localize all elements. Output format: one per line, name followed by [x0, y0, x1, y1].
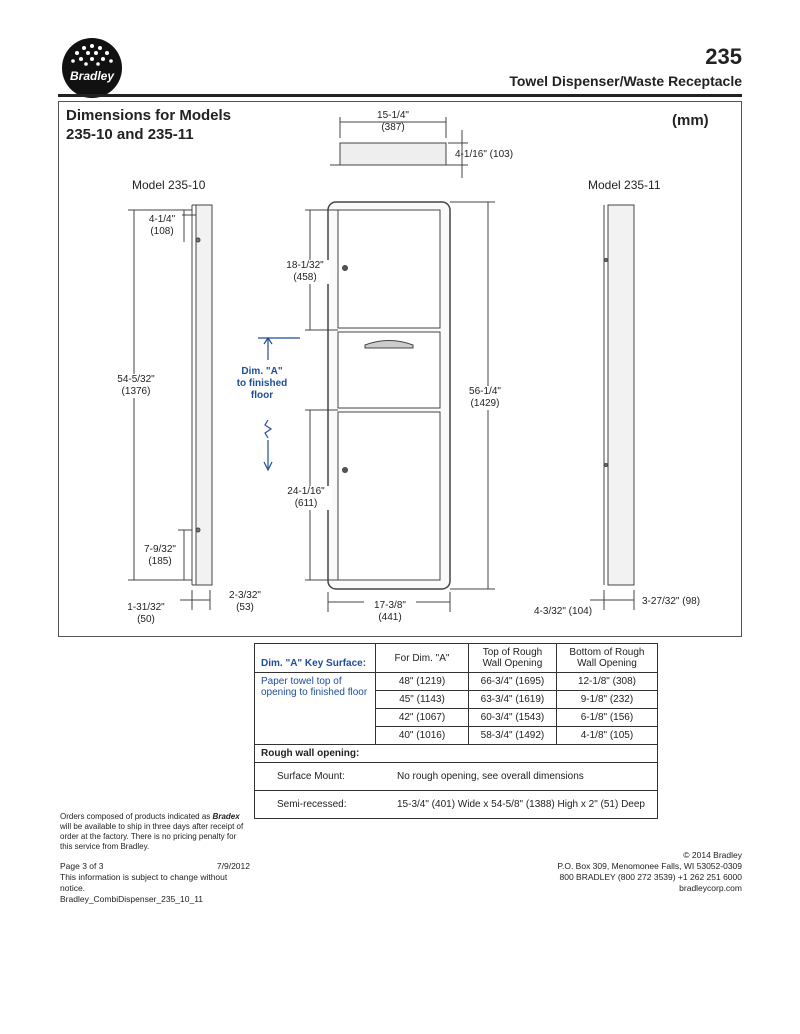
right-flange-label: 3-27/32" (98) — [642, 596, 701, 607]
table-header-row — [255, 644, 658, 673]
footer-left: Page 3 of 3 7/9/2012 This information is subject to change without notice. Bradley_CombiDispenser_235_10_11 — [60, 861, 250, 904]
lower-door — [338, 412, 440, 580]
top-view-body — [340, 143, 446, 165]
dimensions-models: 235-10 and 235-11 — [66, 126, 194, 143]
surface-mount-row: Surface Mount: No rough opening, see overall dimensions — [255, 763, 658, 791]
model-235-11-label: Model 235-11 — [588, 178, 661, 192]
upper-lock — [343, 266, 348, 271]
document-number: 235 — [705, 44, 742, 69]
dimensions-title: Dimensions for Models — [66, 107, 232, 124]
document-title: Towel Dispenser/Waste Receptacle — [509, 73, 742, 89]
dim-a-table — [254, 643, 658, 819]
table-row: 40" (1016) 58-3/4" (1492) 4-1/8" (105) — [255, 727, 658, 745]
front-width-label: 17-3/8" (441) — [364, 600, 416, 624]
svg-text:Bradley: Bradley — [69, 69, 115, 83]
col-bottom-header: Bottom of Rough Wall Opening — [556, 644, 657, 673]
left-bottom-label: 7-9/32" (185) — [138, 544, 182, 568]
top-width-label: 15-1/4" (387) — [377, 110, 409, 133]
lower-lock — [343, 468, 348, 473]
units-label: (mm) — [672, 112, 709, 129]
lower-door-label: 24-1/16" (611) — [280, 486, 332, 510]
table-row: Paper towel top of opening to finished floor 48" (1219) 66-3/4" (1695) 12-1/8" (308) — [255, 673, 658, 691]
rough-wall-row: Rough wall opening: — [255, 745, 658, 763]
key-surface-desc: Paper towel top of opening to finished floor — [255, 673, 376, 745]
left-top-label: 4-1/4" (108) — [142, 214, 182, 238]
upper-door — [338, 210, 440, 328]
col-top-header: Top of Rough Wall Opening — [469, 644, 557, 673]
semi-recessed-row: Semi-recessed: 15-3/4" (401) Wide x 54-5/8" (1388) High x 2" (51) Deep — [255, 791, 658, 819]
left-height-label: 54-5/32" (1376) — [112, 374, 160, 398]
left-depth-label: 1-31/32" (50) — [127, 602, 165, 625]
upper-door-label: 18-1/32" (458) — [280, 260, 330, 284]
table-row: 42" (1067) 60-3/4" (1543) 6-1/8" (156) — [255, 709, 658, 727]
left-flange-label: 2-3/32" (53) — [229, 590, 261, 613]
dim-a-label: Dim. "A" to finished floor — [232, 366, 292, 402]
footer-right: © 2014 Bradley P.O. Box 309, Menomonee Falls, WI 53052-0309 800 BRADLEY (800 272 3539) +1 262 251 6000 bradleycorp.com — [557, 850, 742, 893]
model-235-10-label: Model 235-10 — [132, 178, 206, 192]
table-row: 45" (1143) 63-3/4" (1619) 9-1/8" (232) — [255, 691, 658, 709]
top-depth-label: 4-1/16" (103) — [455, 149, 514, 160]
right-depth-label: 4-3/32" (104) — [534, 606, 593, 617]
bradex-note: Orders composed of products indicated as Bradex will be available to ship in three days after receipt of order at the factory. There is no pricing penalty for this service from Bradley. — [60, 812, 244, 851]
col-dim-a-header: For Dim. "A" — [376, 644, 469, 673]
side-view-235-11 — [608, 205, 634, 585]
overall-height-label: 56-1/4" (1429) — [462, 386, 508, 410]
key-surface-header: Dim. "A" Key Surface: — [255, 644, 376, 673]
